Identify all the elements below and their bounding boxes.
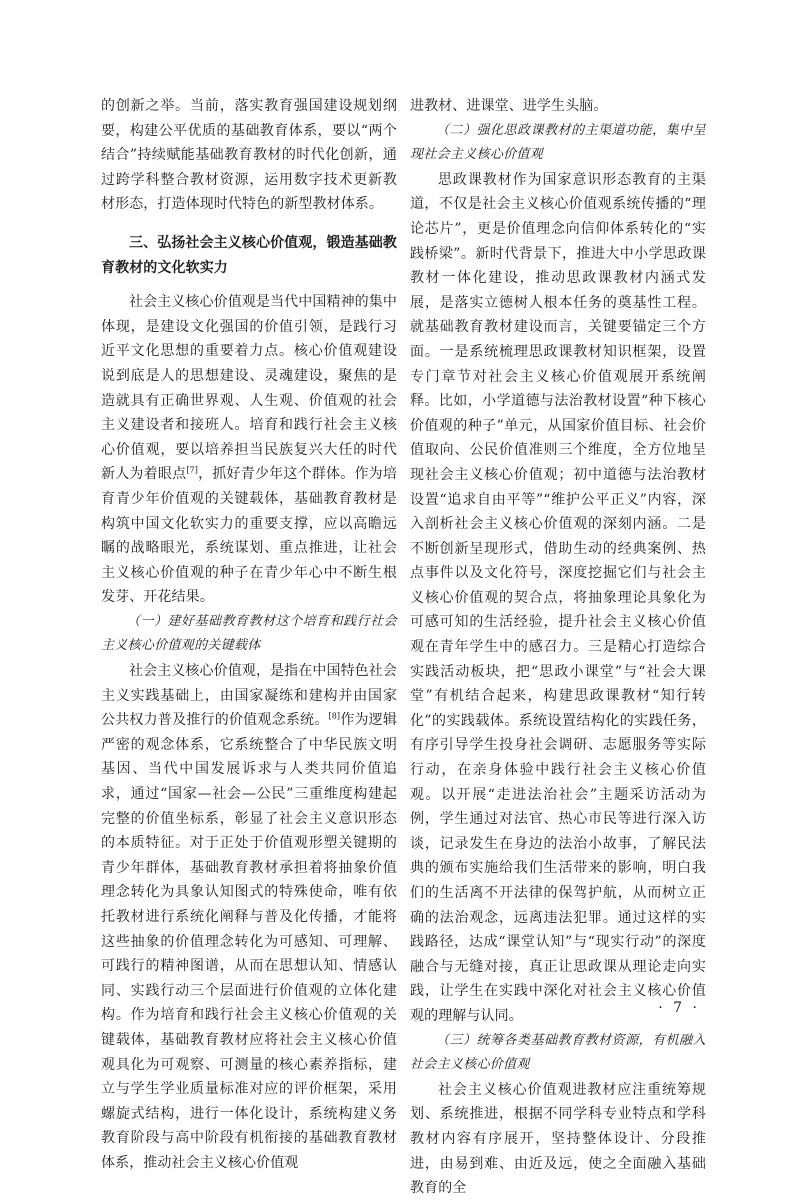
page-number: · 7 · — [658, 1000, 700, 1016]
paragraph-text: ，抓好青少年这个群体。作为培育青少年价值观的关键载体，基础教育教材是构筑中国文化软实力的重要支撑，应以高瞻远瞩的战略眼光，系统谋划、重点推进，让社会主义核心价值观的种子在青少年心中不断生根发芽、开花结果。 — [101, 466, 397, 606]
paragraph-text: 社会主义核心价值观是当代中国精神的集中体现，是建设文化强国的价值引领，是践行习近平文化思想的重要着力点。核心价值观建设说到底是人的思想建设、灵魂建设，聚焦的是造就具有正确世界观、人生观、价值观的社会主义建设者和接班人。培育和践行社会主义核心价值观，要以培养担当民族复兴大任的时代新人为着眼点 — [101, 294, 397, 483]
left-column — [101, 94, 397, 1176]
paragraph-continuation: 进教材、进课堂、进学生头脑。 — [410, 98, 608, 114]
paragraph-core-values-carrier — [101, 659, 397, 1175]
subsection-heading-2: （二）强化思政课教材的主渠道功能，集中呈现社会主义核心价值观 — [410, 122, 706, 163]
paragraph-textbook-resources: 社会主义核心价值观进教材应注重统筹规划、系统推进，根据不同学科专业特点和学科教材内容有序展开，坚持整体设计、分段推进，由易到难、由近及远，使之全面融入基础教育的全 — [410, 1081, 706, 1197]
right-column — [410, 94, 706, 1201]
subsection-heading-1: （一）建好基础教育教材这个培育和践行社会主义核心价值观的关键载体 — [101, 613, 397, 654]
citation-ref-7: [7] — [186, 465, 198, 475]
subsection-heading-3: （三）统筹各类基础教育教材资源，有机融入社会主义核心价值观 — [410, 1032, 706, 1073]
paragraph-text: 社会主义核心价值观，是指在中国特色社会主义实践基础上，由国家凝练和建构并由国家公共权力普及推行的价值观念系统。 — [101, 663, 397, 729]
paragraph-text: 作为逻辑严密的观念体系，它系统整合了中华民族文明基因、当代中国发展诉求与人类共同价值追求，通过“国家—社会—公民”三重维度构建起完整的价值坐标系，彰显了社会主义意识形态的本质特征。对于正处于价值观形塑关键期的青少年群体，基础教育教材承担着将抽象价值理念转化为具象认知图式的特殊使命，唯有依托教材进行系统化阐释与普及化传播，才能将这些抽象的价值理念转化为可感知、可理解、可践行的精神图谱，从而在思想认知、情感认同、实践行动三个层面进行价值观的立体化建构。作为培育和践行社会主义核心价值观的关键载体，基础教育教材应将社会主义核心价值观具化为可观察、可测量的核心素养指标，建立与学生学业质量标准对应的评价框架，采用螺旋式结构，进行一体化设计，系统构建义务教育阶段与高中阶段有机衔接的基础教育教材体系，推动社会主义核心价值观 — [101, 712, 397, 1171]
paragraph-core-values-intro — [101, 290, 397, 610]
citation-ref-8: [8] — [328, 711, 341, 721]
section-heading-3: 三、弘扬社会主义核心价值观，锻造基础教育教材的文化软实力 — [101, 234, 397, 276]
paragraph-ideological-textbooks: 思政课教材作为国家意识形态教育的主渠道，不仅是社会主义核心价值观系统传播的“理论芯片”，更是价值理念向信仰体系转化的“实践桥梁”。新时代背景下，推进大中小学思政课教材一体化建设，推动思政课教材内涵式发展，是落实立德树人根本任务的奠基性工程。就基础教育教材建设而言，关键要锚定三个方面。一是系统梳理思政课教材知识框架，设置专门章节对社会主义核心价值观展开系统阐释。比如，小学道德与法治教材设置“种下核心价值观的种子”单元，从国家价值目标、社会价值取向、公民价值准则三个维度，全方位地呈现社会主义核心价值观；初中道德与法治教材设置“追求自由平等”“维护公平正义”内容，深入剖析社会主义核心价值观的深刻内涵。二是不断创新呈现形式，借助生动的经典案例、热点事件以及文化符号，深度挖掘它们与社会主义核心价值观的契合点，将抽象理论具象化为可感可知的生活经验，提升社会主义核心价值观在青年学生中的感召力。三是精心打造综合实践活动板块，把“思政小课堂”与“社会大课堂”有机结合起来，构建思政课教材“知行转化”的实践载体。系统设置结构化的实践任务，有序引导学生投身社会调研、志愿服务等实际行动，在亲身体验中践行社会主义核心价值观。以开展“走进法治社会”主题采访活动为例，学生通过对法官、热心市民等进行深入访谈，记录发生在身边的法治小故事，了解民法典的颁布实施给我们生活带来的影响，明白我们的生活离不开法律的保驾护航，从而树立正确的法治观念，远离违法犯罪。通过这样的实践路径，达成“课堂认知”与“现实行动”的深度融合与无缝对接，真正让思政课从理论走向实践，让学生在实践中深化对社会主义核心价值观的理解与认同。 — [410, 171, 706, 1024]
paragraph-continuation: 的创新之举。当前，落实教育强国建设规划纲要，构建公平优质的基础教育体系，要以“两个结合”持续赋能基础教育教材的时代化创新，通过跨学科整合教材资源，运用数字技术更新教材形态，打造体现时代特色的新型教材体系。 — [101, 98, 397, 213]
